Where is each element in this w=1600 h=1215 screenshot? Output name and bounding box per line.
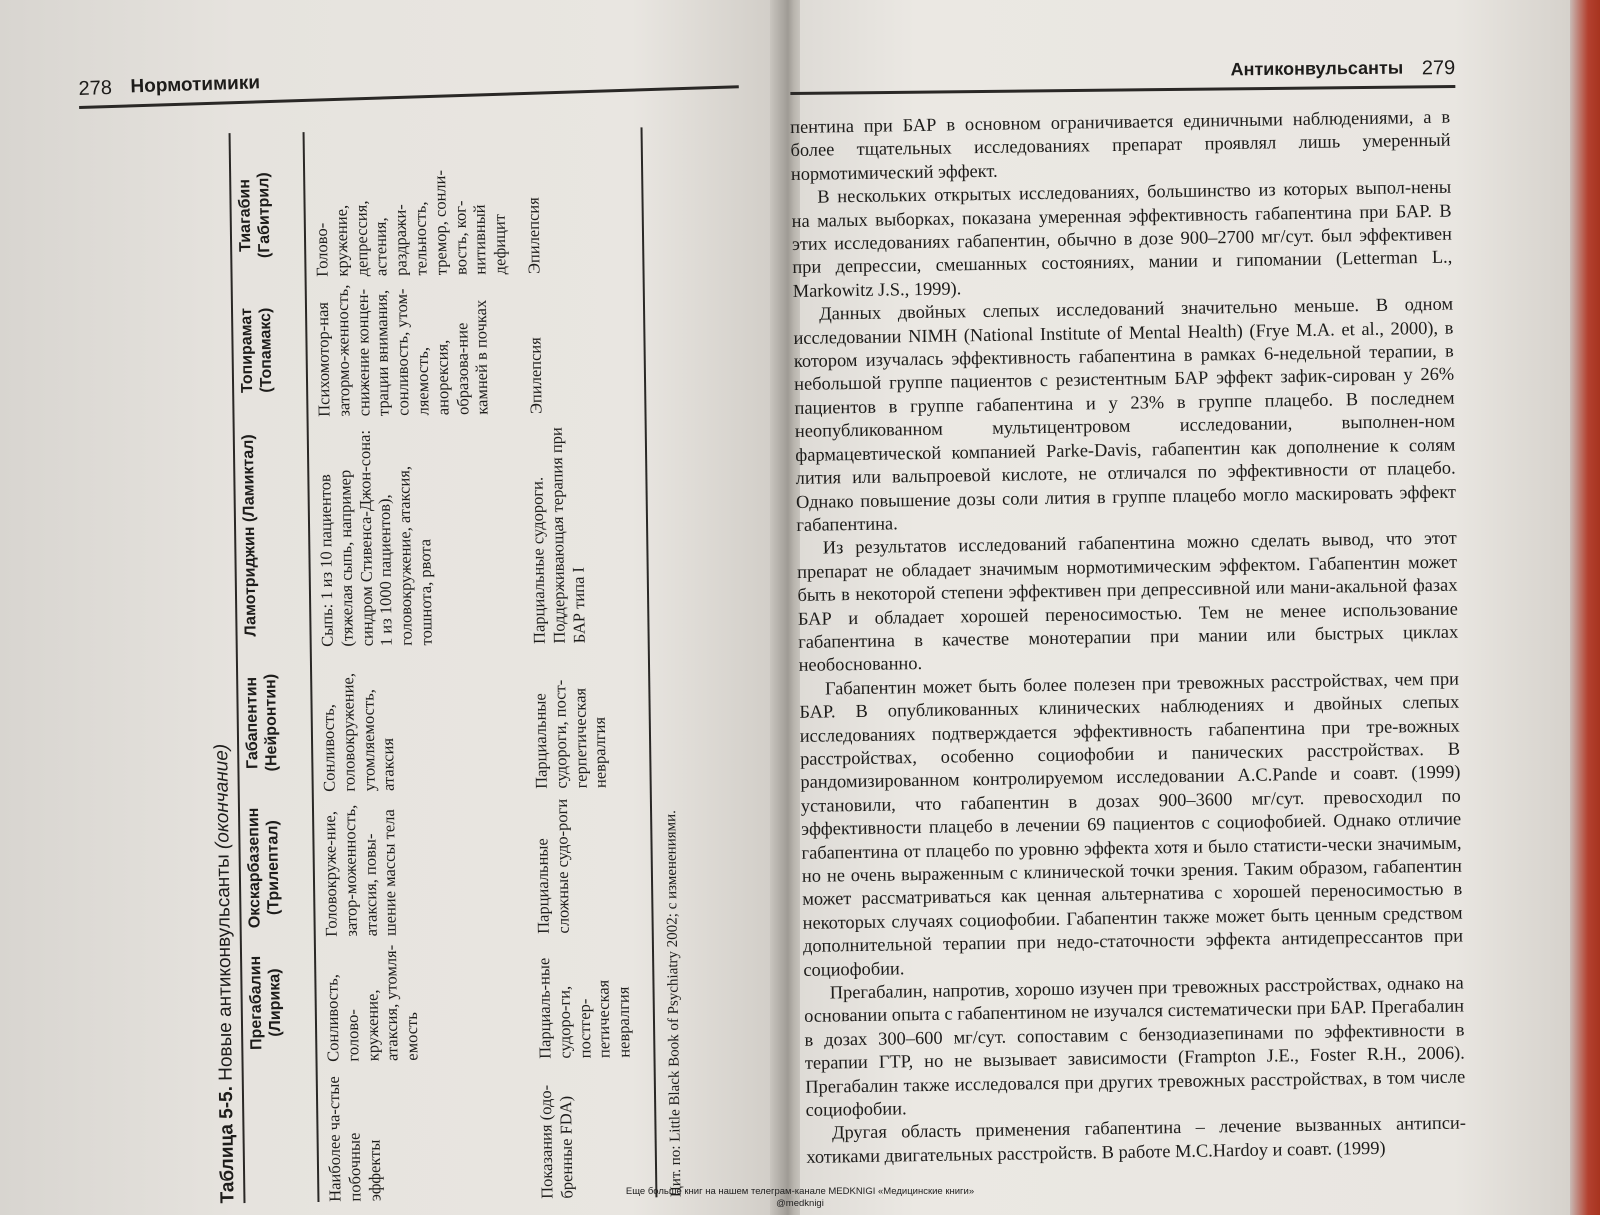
column-header: Ламотриджин (Ламиктал) bbox=[239, 434, 260, 637]
table-caption-prefix: Таблица 5-5. bbox=[215, 1085, 239, 1204]
left-page-number: 278 bbox=[78, 76, 113, 100]
left-running-title: Нормотимики bbox=[130, 72, 261, 98]
table-cell: Эпилепсия bbox=[525, 337, 546, 415]
table-caption-suffix: (окончание) bbox=[211, 743, 234, 850]
table-footnote: Цит. по: Little Black Book of Psychiatry 2002; с изменениями. bbox=[663, 810, 685, 1198]
watermark-line: @medknigi bbox=[776, 1198, 824, 1209]
column-header: Топирамат (Топамакс) bbox=[237, 307, 276, 394]
watermark-line: Еще больше книг на нашем телеграм-канале MEDKNIGI «Медицинские книги» bbox=[625, 1186, 975, 1197]
column-header: Тиагабин (Габитрил) bbox=[236, 172, 274, 259]
page-edges bbox=[1570, 0, 1600, 1215]
table-cell: Голово-кружение, депрессия, астения, раздражи-тельность, тремор, сонли-вость, ког-нитивный дефицит bbox=[311, 169, 510, 278]
paragraph: Другая область применения габапентина – лечение вызванных антипси-хотиками двигательных расстройств. В работе M.C.Hardoy и соавт. (1999) bbox=[806, 1112, 1467, 1167]
column-header: Прегабалин (Лирика) bbox=[247, 955, 285, 1051]
paragraph: Прегабалин, напротив, хорошо изучен при тревожных расстройствах, однако на основании опыта с габапентином не изучался систематически при БАР. Прегабалин в дозах 300–600 мг/сут. сопоставим с бензодиазепинами по эффективности в терапии ГТР, но не вызывает зависимости (Frampton J.E., Foster R.H., 2006). Прегабалин также исследовался при других тревожных расстройствах, в том числе социофобии. bbox=[803, 972, 1466, 1120]
row-label-indications: Показания (одо-бренные FDA) bbox=[535, 1084, 577, 1199]
table-bottom-rule bbox=[641, 127, 658, 1197]
paragraph: пентина при БАР в основном ограничивается единичными наблюдениями, а в более тщательных исследованиях препарат проявлял лишь умеренный нормотимический эффект. bbox=[790, 106, 1451, 184]
right-page-body bbox=[790, 106, 1466, 1170]
table-cell: Сыпь: 1 из 10 пациентов (тяжелая сыпь, например синдром Стивенса-Джон-сона: 1 из 1000 пациентов), головокружение, атаксия, тошнота, рвота bbox=[315, 429, 436, 647]
rotated-table bbox=[203, 127, 718, 1204]
paragraph: Габапентин может быть более полезен при тревожных расстройствах, чем при БАР. В опубликованных клинических наблюдениях и двойных слепых исследованиях подтверждается эффективность габапентина при тре-вожных расстройствах, особенно социофобии и панических расстройствах. В рандомизированном контролируемом исследовании A.C.Pande и соавт. (1999) установили, что габапентин в дозах 900–3600 мг/сут. превосходил по эффективности плацебо в лечении 69 пациентов с социофобией. Однако отличие габапентина от плацебо по уровню эффекта хотя и было статисти-чески значимым, но не очень выраженным с клинической точки зрения. Таким образом, габапентин может рассматриваться как ценная альтернатива с хорошей переносимостью в некоторых случаях социофобии. Габапентин также может быть ценным средством дополнительной терапии при недо-статочности эффекта антидепрессантов при социофобии. bbox=[799, 668, 1464, 980]
table-cell: Сонливость, головокружение, утомляемость, атаксия bbox=[318, 672, 399, 792]
watermark bbox=[520, 1186, 1080, 1210]
paragraph: В нескольких открытых исследованиях, большинство из которых выпол-нены на малых выборках, показана умеренная эффективность габапентина при БАР. В этих исследованиях габапентин, обычно в дозе 900–2700 мг/сут. был эффективен при депрессии, смешанных состояниях, мании и гипомании (Letterman L., Markowitz J.S., 1999). bbox=[791, 176, 1453, 301]
table-cell: Эпилепсия bbox=[523, 197, 544, 275]
row-label-side-effects: Наиболее ча-стые побочные эффекты bbox=[323, 1076, 385, 1202]
table-cell: Сонливость, голово-кружение, атаксия, утомля-емость bbox=[322, 944, 422, 1062]
column-header: Окскарбазепин (Трилептал) bbox=[244, 807, 283, 929]
paragraph: Данных двойных слепых исследований значительно меньше. В одном исследовании NIMH (National Institute of Mental Health) (Frye M.A. et al., 2000), в котором изучалась эффективность габапентина в рамках 6-недельной терапии, в небольшой группе пациентов с резистентным БАР эффект зафик-сирован у 26% пациентов в группе габапентина и у 23% в группе плацебо. В последнем неопубликованном мультицентровом исследовании, выполнен-ном фармацевтической компанией Parke-Davis, габапентин как дополнение к солям лития или вальпроевой кислоте, не отличался по эффективности от плацебо. Однако повышение дозы соли лития в группе плацебо могло маскировать эффект габапентина. bbox=[793, 293, 1457, 535]
right-running-title: Антиконвульсанты bbox=[1230, 57, 1404, 80]
table-caption-text: Новые антиконвульсанты bbox=[212, 854, 237, 1081]
table-cell: Парциальные судороги. Поддерживающая терапия при БАР типа I bbox=[527, 427, 589, 645]
column-header: Габапентин (Нейронтин) bbox=[243, 673, 281, 772]
paragraph: Из результатов исследований габапентина можно сделать вывод, что этот препарат не обладает значимым нормотимическим эффектом. Габапентин может быть в некоторой степени эффективен при депрессивной или мани-акальной фазах БАР и обладает хорошей переносимостью. Тем не менее использование габапентина в качестве монотерапии при мании или быстрых циклах необоснованно. bbox=[797, 527, 1459, 676]
right-page-number: 279 bbox=[1421, 57, 1456, 80]
table-cell: Головокруже-ние, затор-моженность, атаксия, повы-шение массы тела bbox=[320, 804, 401, 937]
table-cell: Парциаль-ные судоро-ги, постгер-петическая невралгия bbox=[534, 957, 634, 1059]
table-cell: Парциальные сложные судо-роги bbox=[532, 798, 573, 934]
right-page-header bbox=[790, 51, 1455, 98]
table-cell: Психомотор-ная затормо-женность, снижение концен-трации внимания, сонливость, утом-ляемость, анорексия, образова-ние камней в почках bbox=[312, 284, 492, 418]
table-cell: Парциальные судороги, пост-герпетическая невралгия bbox=[530, 679, 611, 790]
